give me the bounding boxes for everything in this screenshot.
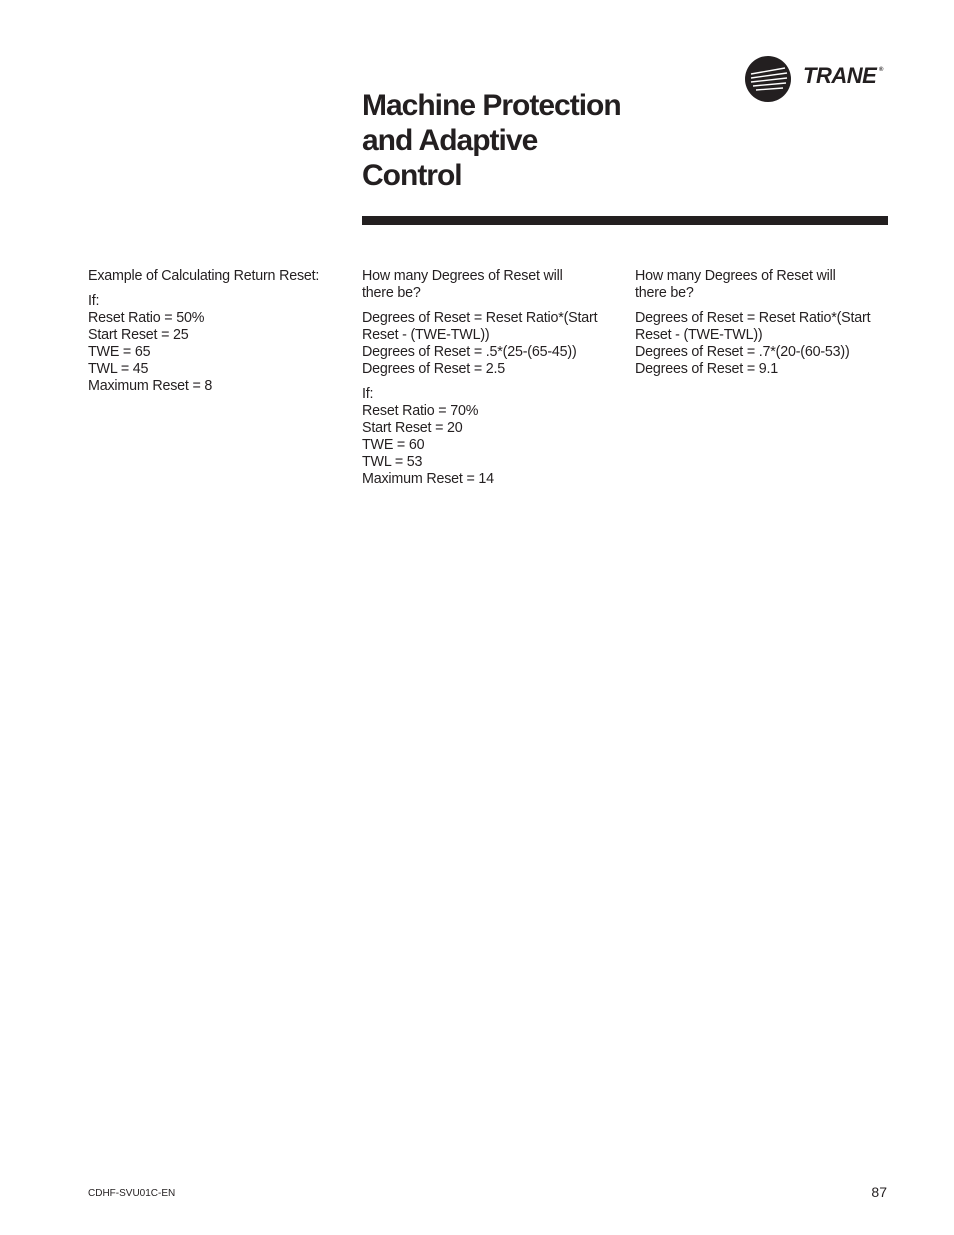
- text-line: Start Reset = 20: [362, 420, 463, 436]
- text-line: Reset Ratio = 70%: [362, 403, 479, 419]
- text-line: Degrees of Reset = 2.5: [362, 361, 506, 377]
- paragraph: [88, 293, 348, 395]
- paragraph: [88, 268, 348, 285]
- logo-text: TRANE: [803, 63, 877, 88]
- text-line: Degrees of Reset = 9.1: [635, 361, 779, 377]
- text-line: Reset - (TWE-TWL)): [362, 327, 490, 343]
- text-line: TWL = 53: [362, 454, 423, 470]
- text-line: Reset Ratio = 50%: [88, 310, 205, 326]
- text-line: there be?: [362, 285, 421, 301]
- text-line: Maximum Reset = 8: [88, 378, 213, 394]
- title-line: and Adaptive: [362, 124, 538, 157]
- text-line: Degrees of Reset = Reset Ratio*(Start: [362, 310, 598, 326]
- text-line: How many Degrees of Reset will: [362, 268, 563, 284]
- text-line: Example of Calculating Return Reset:: [88, 268, 320, 284]
- text-line: TWL = 45: [88, 361, 149, 377]
- text-column-3: [635, 268, 895, 386]
- text-line: Degrees of Reset = .7*(20-(60-53)): [635, 344, 850, 360]
- paragraph: [635, 268, 895, 302]
- text-line: Degrees of Reset = .5*(25-(65-45)): [362, 344, 577, 360]
- registered-mark: ®: [879, 67, 884, 73]
- page-title: [362, 88, 782, 193]
- title-rule: [362, 216, 888, 225]
- text-line: Maximum Reset = 14: [362, 471, 494, 487]
- page-number: 87: [871, 1184, 887, 1200]
- text-line: If:: [362, 386, 374, 402]
- paragraph: [635, 310, 895, 378]
- paragraph: [362, 268, 622, 302]
- paragraph: [362, 310, 622, 378]
- paragraph: [362, 386, 622, 488]
- text-line: TWE = 60: [362, 437, 425, 453]
- text-line: TWE = 65: [88, 344, 151, 360]
- text-line: Reset - (TWE-TWL)): [635, 327, 763, 343]
- text-column-2: [362, 268, 622, 496]
- text-column-1: [88, 268, 348, 403]
- text-line: Start Reset = 25: [88, 327, 189, 343]
- text-line: If:: [88, 293, 100, 309]
- text-line: How many Degrees of Reset will: [635, 268, 836, 284]
- title-line: Machine Protection: [362, 89, 621, 122]
- document-code: CDHF-SVU01C-EN: [88, 1188, 176, 1199]
- text-line: Degrees of Reset = Reset Ratio*(Start: [635, 310, 871, 326]
- text-line: there be?: [635, 285, 694, 301]
- title-line: Control: [362, 159, 462, 192]
